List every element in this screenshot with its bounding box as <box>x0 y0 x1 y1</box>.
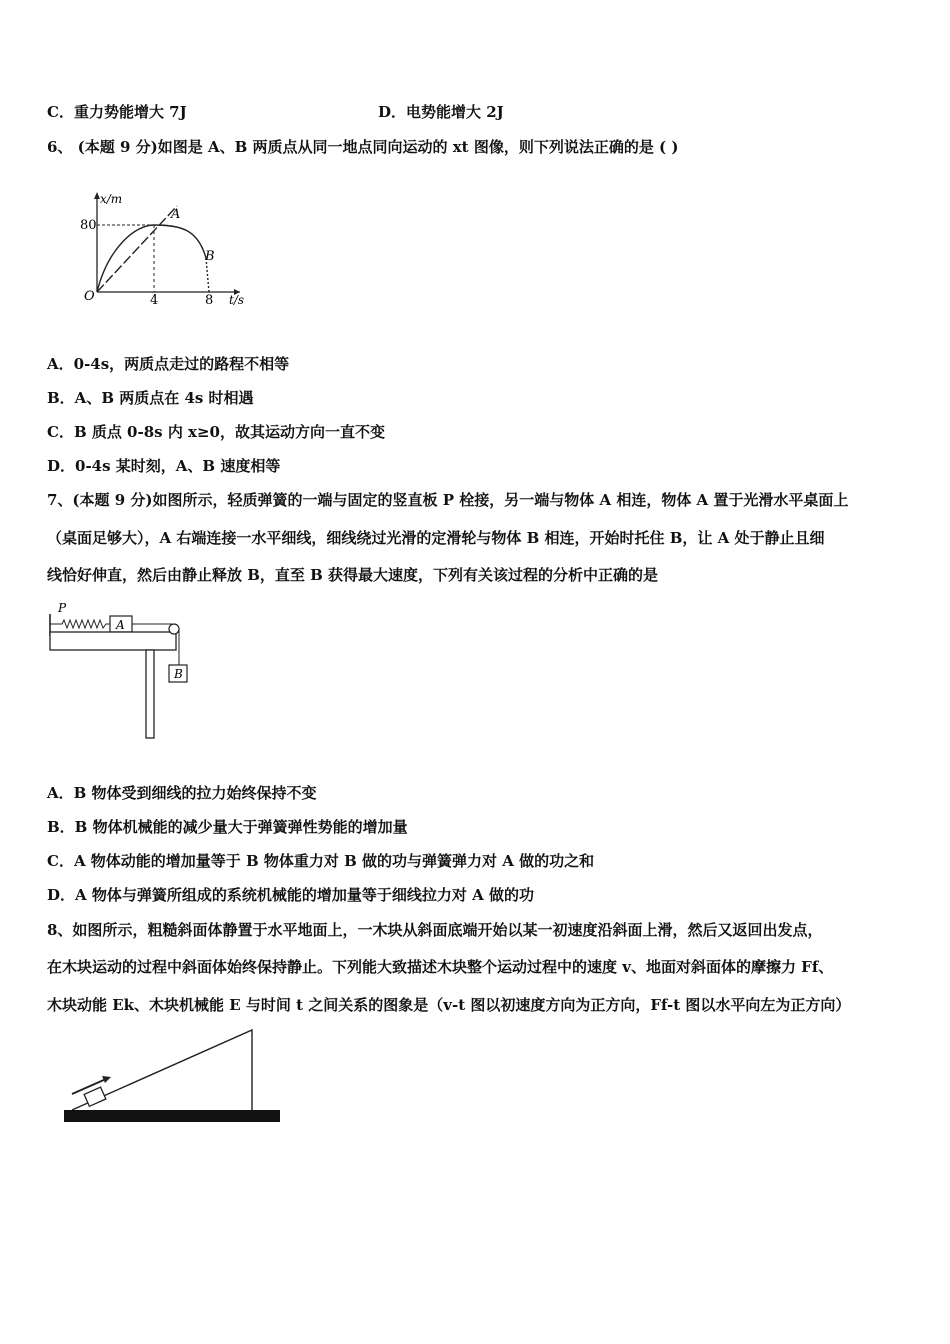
q8-stem-line-3: 木块动能 Ek、木块机械能 E 与时间 t 之间关系的图象是（v-t 图以初速度方向为正方向，Ff-t 图以水平向左为正方向） <box>47 996 851 1014</box>
ground <box>64 1110 280 1122</box>
y-axis-label: x/m <box>100 192 123 206</box>
line-a <box>97 206 177 292</box>
q5-option-d: D．电势能增大 2J <box>378 103 504 121</box>
table-top <box>50 632 176 650</box>
q7-option-c: C．A 物体动能的增加量等于 B 物体重力对 B 做的功与弹簧弹力对 A 做的功之和 <box>47 852 595 870</box>
curve-b <box>97 225 206 292</box>
y-tick-80: 80 <box>80 218 97 233</box>
q6-option-b: B．A、B 两质点在 4s 时相遇 <box>47 389 254 407</box>
q5-option-c: C．重力势能增大 7J <box>47 103 187 121</box>
label-b: B <box>205 249 215 264</box>
q7-option-a: A．B 物体受到细线的拉力始终保持不变 <box>47 784 317 802</box>
q6-option-d: D．0-4s 某时刻，A、B 速度相等 <box>47 457 281 475</box>
origin-label: O <box>84 289 95 304</box>
label-b: B <box>174 667 183 681</box>
q8-stem-line-2: 在木块运动的过程中斜面体始终保持静止。下列能大致描述木块整个运动过程中的速度 v、地面对斜面体的摩擦力 Ff、 <box>47 958 834 976</box>
q6-xt-graph <box>80 188 255 308</box>
q8-incline-diagram <box>62 1022 287 1137</box>
q8-stem-line-1: 8、如图所示，粗糙斜面体静置于水平地面上，一木块从斜面底端开始以某一初速度沿斜面上滑，然后又返回出发点， <box>47 921 823 939</box>
q7-stem-line-3: 线恰好伸直，然后由静止释放 B，直至 B 获得最大速度，下列有关该过程的分析中正确的是 <box>47 566 659 584</box>
x-tick-4: 4 <box>150 293 159 308</box>
pulley <box>169 624 179 634</box>
q6-stem: 6、 (本题 9 分)如图是 A、B 两质点从同一地点同向运动的 xt 图像，则下列说法正确的是 ( ) <box>47 138 679 156</box>
q6-option-a: A．0-4s，两质点走过的路程不相等 <box>47 355 290 373</box>
label-a: A <box>171 207 181 222</box>
q6-option-c: C．B 质点 0-8s 内 x≥0，故其运动方向一直不变 <box>47 423 385 441</box>
q7-option-b: B．B 物体机械能的减少量大于弹簧弹性势能的增加量 <box>47 818 408 836</box>
x-axis-label: t/s <box>229 293 245 307</box>
spring <box>50 620 110 628</box>
label-a: A <box>116 618 125 632</box>
q7-stem-line-2: （桌面足够大），A 右端连接一水平细线，细线绕过光滑的定滑轮与物体 B 相连，开始时托住 B，让 A 处于静止且细 <box>47 529 825 547</box>
q7-spring-pulley-diagram <box>46 600 196 745</box>
label-p: P <box>58 601 67 615</box>
q7-stem-line-1: 7、(本题 9 分)如图所示，轻质弹簧的一端与固定的竖直板 P 栓接，另一端与物体 A 相连，物体 A 置于光滑水平桌面上 <box>47 491 849 509</box>
table-leg <box>146 650 154 738</box>
x-tick-8: 8 <box>205 293 214 308</box>
q7-option-d: D．A 物体与弹簧所组成的系统机械能的增加量等于细线拉力对 A 做的功 <box>47 886 534 904</box>
